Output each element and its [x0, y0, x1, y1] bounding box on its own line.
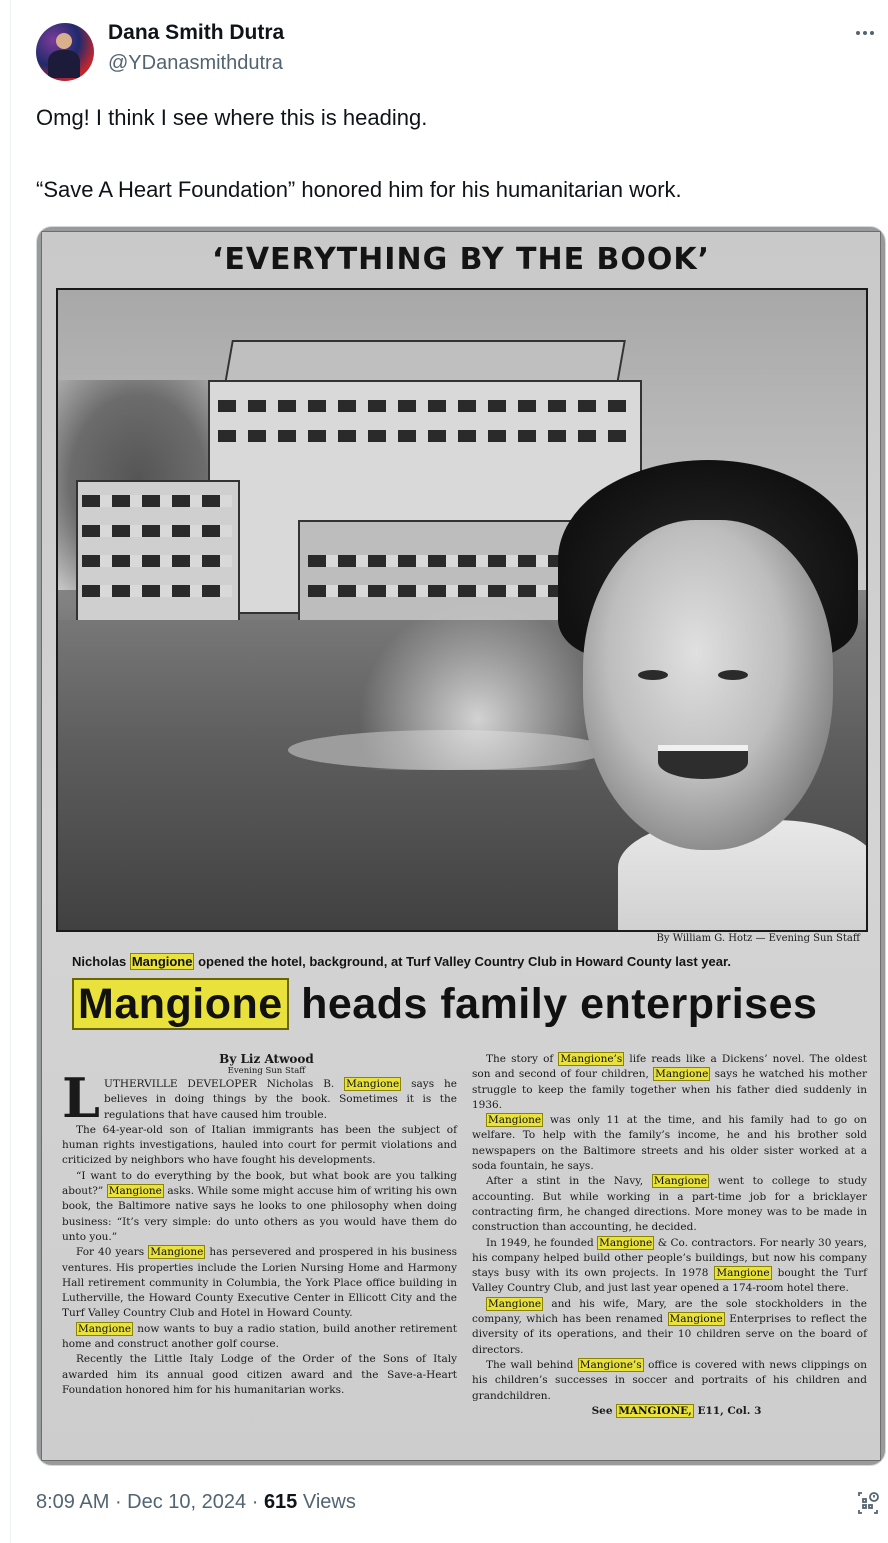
newspaper-clipping: [41, 231, 881, 1461]
tweet-timestamp-time[interactable]: 8:09 AM: [36, 1491, 110, 1513]
avatar-body: [48, 50, 80, 78]
clipping-top-headline: ‘EVERYTHING BY THE BOOK’: [211, 242, 711, 277]
views-label: Views: [297, 1491, 356, 1513]
more-horizontal-icon: [856, 31, 860, 35]
byline-staff: Evening Sun Staff: [227, 1066, 306, 1076]
author-handle[interactable]: @YDanasmithdutra: [108, 52, 283, 74]
tweet-text-line-1: Omg! I think I see where this is heading.: [36, 105, 428, 130]
dropcap: L: [62, 1066, 100, 1130]
grok-explain-icon[interactable]: [856, 1490, 880, 1518]
tweet-metadata: 8:09 AM · Dec 10, 2024 · 615 Views: [36, 1491, 356, 1513]
byline: By Liz Atwood: [219, 1052, 314, 1066]
tweet-timestamp-date[interactable]: Dec 10, 2024: [127, 1491, 247, 1513]
article-column-right: The story of Mangione’s life reads like a Dickens’ novel. The oldest son and second of four children, Mangione says he watched his mother struggle to keep the family together when his father died suddenly in 1936. Mangione was only 11 at the time, and his family had to go on welfare. To help with the family’s income, he and his brother sold newspapers on the Baltimore streets and his older sister worked at a soda fountain, he says. After a stint in the Navy, Mangione went to college to study accounting. But while working in a part-time job for a bricklayer contracting firm, he changed directions. More money was to be made in construction than accounting, he decided. In 1949, he founded Mangione & Co. contractors. For nearly 30 years, his company helped build other people’s buildings, but now his company stays busy with its own projects. In 1978 Mangione bought the Turf Valley Country Club, and just last year opened a 174-room hotel there. Mangione and his wife, Mary, are the sole stockholders in the company, which has been renamed Mangione Enterprises to reflect the diversity of its operations, and their 10 children serve on the board of directors. The wall behind Mangione’s office is covered with news clippings on his children’s successes in soccer and portraits of his children and grandchildren. See MANGIONE, E11, Col. 3: [472, 1052, 867, 1419]
author-display-name[interactable]: Dana Smith Dutra: [108, 21, 285, 44]
views-count: 615: [263, 1491, 298, 1513]
more-options-button[interactable]: [850, 18, 880, 48]
tweet-text-line-2: “Save A Heart Foundation” honored him for his humanitarian work.: [36, 177, 682, 202]
photo-credit: By William G. Hotz — Evening Sun Staff: [656, 933, 860, 944]
photo-caption: Nicholas Mangione opened the hotel, background, at Turf Valley Country Club in Howard County last year.: [72, 954, 731, 969]
tweet-media-image[interactable]: [36, 226, 886, 1466]
avatar-face: [56, 33, 72, 49]
timeline-rail: [10, 0, 11, 1543]
article-column-left: By Liz Atwood Evening Sun Staff LUTHERVILLE DEVELOPER Nicholas B. Mangione says he believes in doing things by the book. Sometimes it is the regulations that have caused him trouble. The 64-year-old son of Italian immigrants has been the subject of human rights investigations, hauled into court for permit violations and criticized by neighbors who have fought his developments. “I want to do everything by the book, but what book are you talking about?” Mangione asks. While some might accuse him of writing his own book, the Baltimore native says he looks to one philosophy when doing business: “It’s very simple: do unto others as you would have them do unto you.” For 40 years Mangione has persevered and prospered in his business ventures. His properties include the Lorien Nursing Home and Harmony Hall retirement community in Columbia, the York Place office building in Lutherville, the Howard County Executive Center in Ellicott City and the Turf Valley Country Club and Hotel in Howard County. Mangione now wants to buy a radio station, build another retirement home and construct another golf course. Recently the Little Italy Lodge of the Order of the Sons of Italy awarded him its annual good citizen award and the Save-a-Heart Foundation honored him for his humanitarian works.: [62, 1052, 457, 1396]
avatar[interactable]: [36, 23, 94, 81]
news-photo: [56, 288, 868, 932]
continued-reference: See MANGIONE, E11, Col. 3: [591, 1404, 762, 1417]
article-headline: Mangione heads family enterprises: [72, 980, 817, 1029]
hotel-roof: [224, 340, 626, 384]
portrait-face: [583, 520, 833, 850]
